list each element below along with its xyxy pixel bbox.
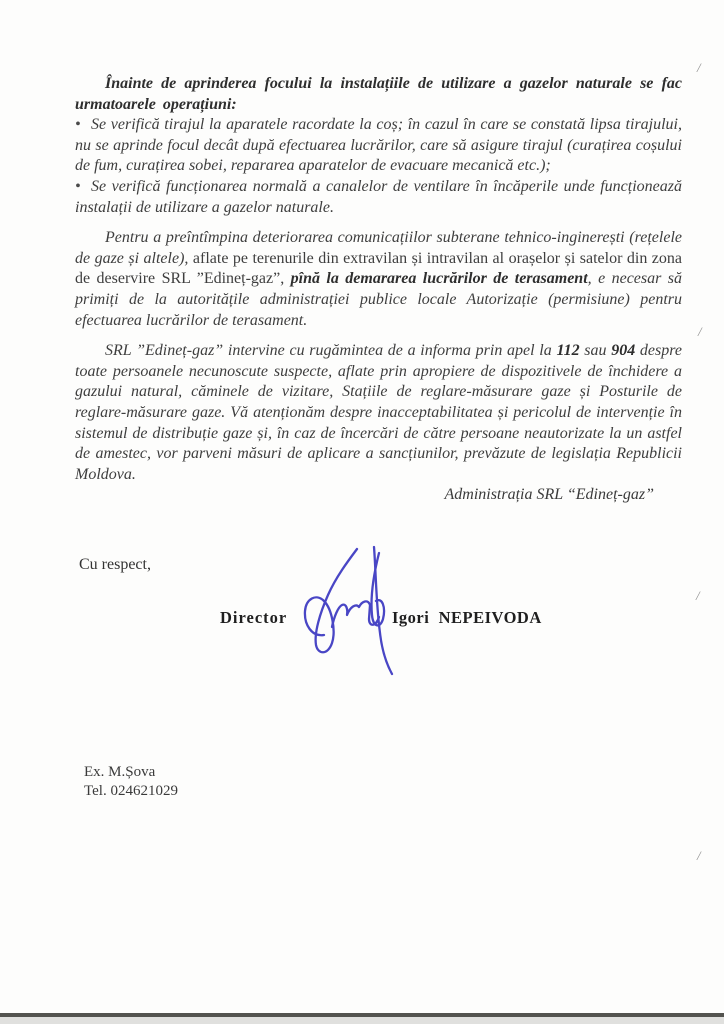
scan-mark: /: [697, 60, 701, 75]
director-name: Igori NEPEIVODA: [392, 608, 542, 627]
text-run: , e necesar să primiți de la autoritățile administrației publice locale Autorizație (permisiune) pentru efectuarea lucrărilor de terasament.: [75, 270, 682, 329]
emergency-number-904: 904: [611, 342, 636, 360]
scan-mark: /: [696, 588, 700, 603]
paragraph-instructions-intro: [75, 74, 682, 115]
executor-block: [84, 763, 178, 800]
bullet-icon: •: [75, 116, 81, 134]
letter-body: [75, 74, 682, 506]
administration-signoff: Administrația SRL “Edineț-gaz”: [444, 486, 654, 504]
text-run-emphasis: pînă la demararea lucrărilor de terasament: [290, 270, 588, 288]
intro-text: Înainte de aprinderea focului la instalațiile de utilizare a gazelor naturale se fac urmatoarele operațiuni:: [75, 75, 682, 113]
bullet-icon: •: [75, 177, 81, 195]
text-run: aflate pe terenurile din extravilan și intravilan al orașelor și satelor din zona de deservire SRL ”Edineț-gaz”,: [75, 249, 682, 288]
scan-edge-line: [0, 1013, 724, 1017]
bullet-item-ventilation-check: [75, 177, 682, 218]
director-title: Director: [220, 608, 288, 627]
emergency-number-112: 112: [556, 342, 580, 360]
text-run: despre toate persoanele necunoscute suspecte, aflate prin apropiere de dispozitivele de închidere a gazului natural, căminele de vizitare, Stațiile de reglare-măsurare gaze și Posturile de reglare-măsurare gaze. Vă atenționăm despre inacceptabilitatea și pericolul de intervenție în sistemul de distribuție gaze și, în caz de încercări de către persoane neautorizate la un astfel de amestec, vor parveni măsuri de aplicare a sancțiunilor, prevăzute de legislația Republicii Moldova.: [75, 342, 682, 483]
salutation: Cu respect,: [79, 556, 151, 573]
paragraph-report-suspects: [75, 341, 682, 485]
bullet-text: Se verifică tirajul la aparatele racordate la coș; în cazul în care se constată lipsa tirajului, nu se aprinde focul decât după efectuarea lucrărilor, care să asigure tirajul (curațirea coșului de fum, curațirea sobei, repararea aparatelor de evacuare mecanică etc.);: [75, 116, 682, 175]
executor-phone: Tel. 024621029: [84, 782, 178, 799]
scan-mark: /: [698, 324, 702, 339]
handwritten-signature: [288, 543, 398, 678]
text-run: Pentru a preîntîmpina deteriorarea comunicațiilor subterane tehnico-inginerești (rețelele de gaze și altele),: [75, 229, 682, 267]
text-run: SRL ”Edineț-gaz” intervine cu rugămintea de a informa prin apel la: [105, 342, 557, 360]
bullet-text: Se verifică funcționarea normală a canalelor de ventilare în încăperile unde funcționează instalații de utilizare a gazelor naturale.: [75, 177, 682, 216]
scan-mark: /: [697, 848, 701, 863]
executor-name: Ex. M.Șova: [84, 764, 156, 780]
paragraph-excavation-authorization: [75, 228, 682, 331]
text-run: sau: [579, 342, 612, 360]
bullet-item-draft-check: [75, 115, 682, 177]
scan-edge-artifact: [0, 1013, 724, 1024]
